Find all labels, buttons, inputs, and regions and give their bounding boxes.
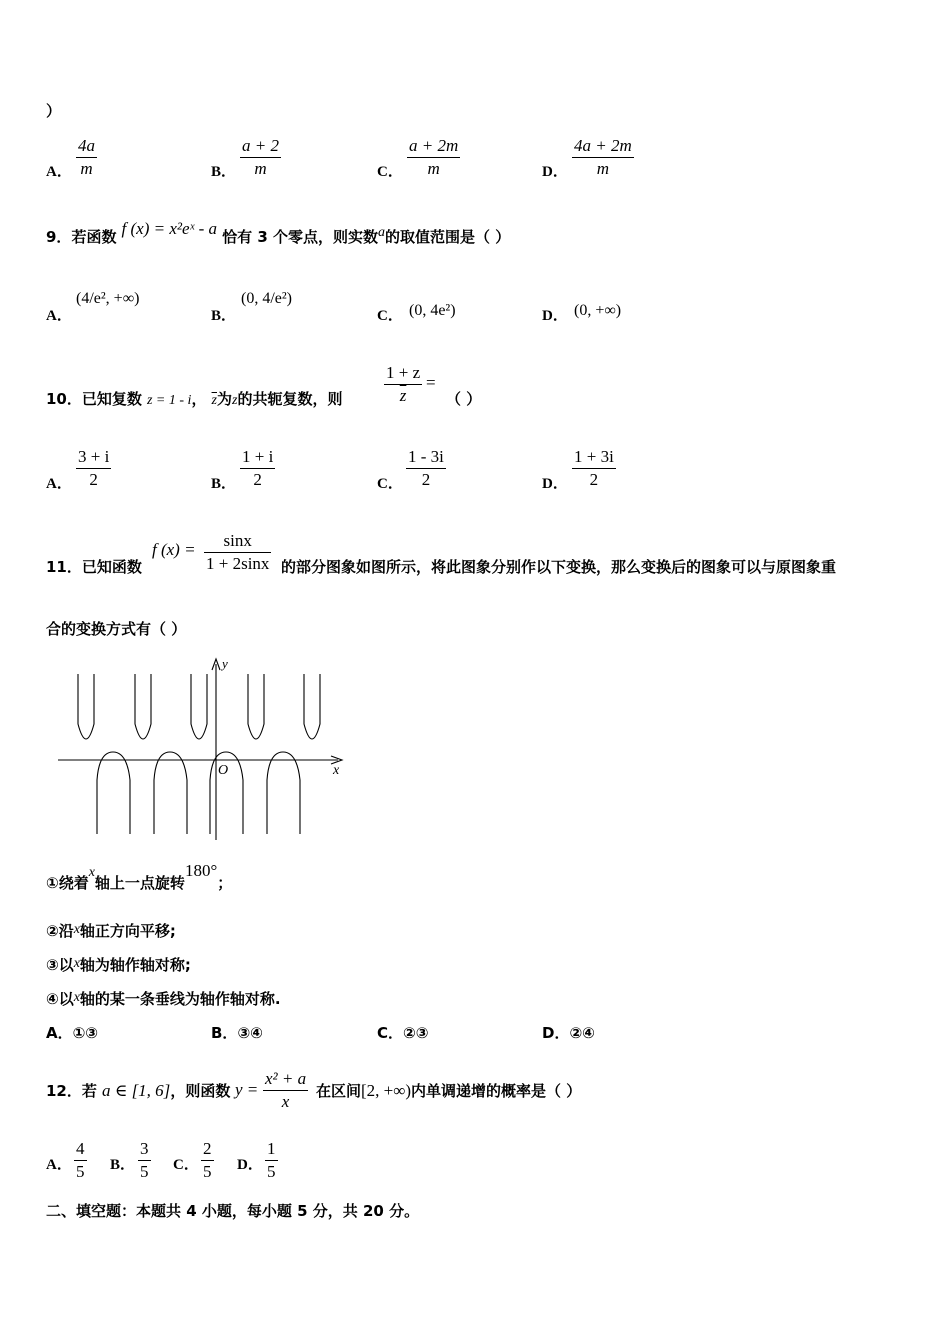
q12-option-c-fraction: 2 5	[203, 1139, 212, 1181]
q12-option-c-label[interactable]: C．	[173, 1157, 199, 1173]
q11-function-fraction: sinx 1 + 2sinx	[206, 531, 270, 573]
q8-option-a-fraction: 4a m	[78, 136, 95, 178]
q10-option-a-label[interactable]: A．	[46, 476, 72, 492]
upper-branch	[248, 674, 264, 739]
q8-option-d-fraction: 4a + 2m m	[574, 136, 632, 178]
q12-stem: 12．若 a ∈ [1, 6]，则函数	[46, 1081, 231, 1100]
upper-branch	[78, 674, 94, 739]
q8-option-d-label[interactable]: D．	[542, 164, 568, 180]
q11-option-b[interactable]: B．③④	[211, 1024, 263, 1042]
q11-item-4: ④以x轴的某一条垂线为轴作轴对称.	[46, 990, 281, 1008]
q10-option-d-label[interactable]: D．	[542, 476, 568, 492]
q12-option-a-fraction: 4 5	[76, 1139, 85, 1181]
q11-function-lhs: f (x) =	[152, 540, 196, 559]
upper-branch	[135, 674, 151, 739]
q9-option-b-value: (0, 4/e²)	[241, 290, 292, 307]
q11-stem-line2: 合的变换方式有（ ）	[46, 620, 187, 638]
q12-option-b-label[interactable]: B．	[110, 1157, 136, 1173]
q10-option-c-label[interactable]: C．	[377, 476, 403, 492]
q9-option-c-value: (0, 4e²)	[409, 302, 456, 319]
q12-stem-tail: 在区间[2, +∞)内单调递增的概率是（ ）	[316, 1081, 582, 1100]
continued-paren: ）	[46, 102, 62, 120]
section-2-heading: 二、填空题：本题共 4 小题，每小题 5 分，共 20 分。	[46, 1202, 420, 1220]
q9-stem: 9．若函数 f (x) = x²eˣ - a 恰有 3 个零点，则实数a的取值范围是（ ）	[46, 219, 511, 246]
q11-stem-line1: 的部分图象如图所示，将此图象分别作以下变换，那么变换后的图象可以与原图象重	[281, 558, 837, 576]
q9-option-a-label[interactable]: A．	[46, 308, 72, 324]
q8-option-b-label[interactable]: B．	[211, 164, 237, 180]
q12-option-a-label[interactable]: A．	[46, 1157, 72, 1173]
q9-option-a-value: (4/e², +∞)	[76, 290, 140, 307]
q8-option-c-fraction: a + 2m m	[409, 136, 459, 178]
q12-option-d-fraction: 1 5	[267, 1139, 276, 1181]
q11-option-c[interactable]: C．②③	[377, 1024, 429, 1042]
q10-option-a-fraction: 3 + i 2	[78, 447, 110, 489]
q12-condition: a ∈ [1, 6]	[101, 1081, 171, 1100]
q9-option-d-label[interactable]: D．	[542, 308, 568, 324]
lower-branch	[154, 752, 187, 834]
q11-item-2: ②沿x轴正方向平移;	[46, 922, 176, 940]
q10-option-b-fraction: 1 + i 2	[242, 447, 274, 489]
q8-option-a-label[interactable]: A．	[46, 164, 72, 180]
x-axis-label: x	[333, 763, 340, 778]
q9-option-b-label[interactable]: B．	[211, 308, 237, 324]
q10-paren: （ ）	[446, 390, 482, 408]
q12-fraction: x² + a x	[265, 1069, 307, 1111]
q11-item-1: ①绕着x轴上一点旋转180°；	[46, 861, 233, 892]
q8-option-b-fraction: a + 2 m	[242, 136, 279, 178]
q9-option-d-value: (0, +∞)	[574, 302, 622, 319]
q12-interval: [2, +∞)	[361, 1081, 412, 1100]
q10-equals: =	[426, 373, 436, 392]
q10-expression: $\frac{1 + z}{z}$	[386, 363, 421, 405]
q11-item-3: ③以x轴为轴作轴对称;	[46, 956, 191, 974]
origin-label: O	[218, 763, 229, 778]
lower-branch	[267, 752, 300, 834]
q10-stem: 10．已知复数 z = 1 - i， $\overline{z}$为z的共轭复数，则	[46, 390, 343, 408]
q10-option-d-fraction: 1 + 3i 2	[574, 447, 614, 489]
q11-option-a[interactable]: A．①③	[46, 1024, 99, 1042]
q11-number: 11．已知函数	[46, 558, 142, 576]
q9-function: f (x) = x²eˣ - a	[121, 219, 218, 238]
lower-branch	[97, 752, 130, 834]
q12-option-d-label[interactable]: D．	[237, 1157, 263, 1173]
q11-graph	[50, 650, 350, 845]
q12-option-b-fraction: 3 5	[140, 1139, 149, 1181]
q10-zbar: $\overline{z}$	[211, 393, 217, 408]
y-axis-label: y	[222, 656, 228, 671]
q12-y-lhs: y =	[235, 1080, 259, 1099]
q8-option-c-label[interactable]: C．	[377, 164, 403, 180]
q10-option-c-fraction: 1 - 3i 2	[408, 447, 444, 489]
q11-option-d[interactable]: D．②④	[542, 1024, 595, 1042]
q9-option-c-label[interactable]: C．	[377, 308, 403, 324]
q10-option-b-label[interactable]: B．	[211, 476, 237, 492]
upper-branch	[304, 674, 320, 739]
upper-branch	[191, 674, 207, 739]
